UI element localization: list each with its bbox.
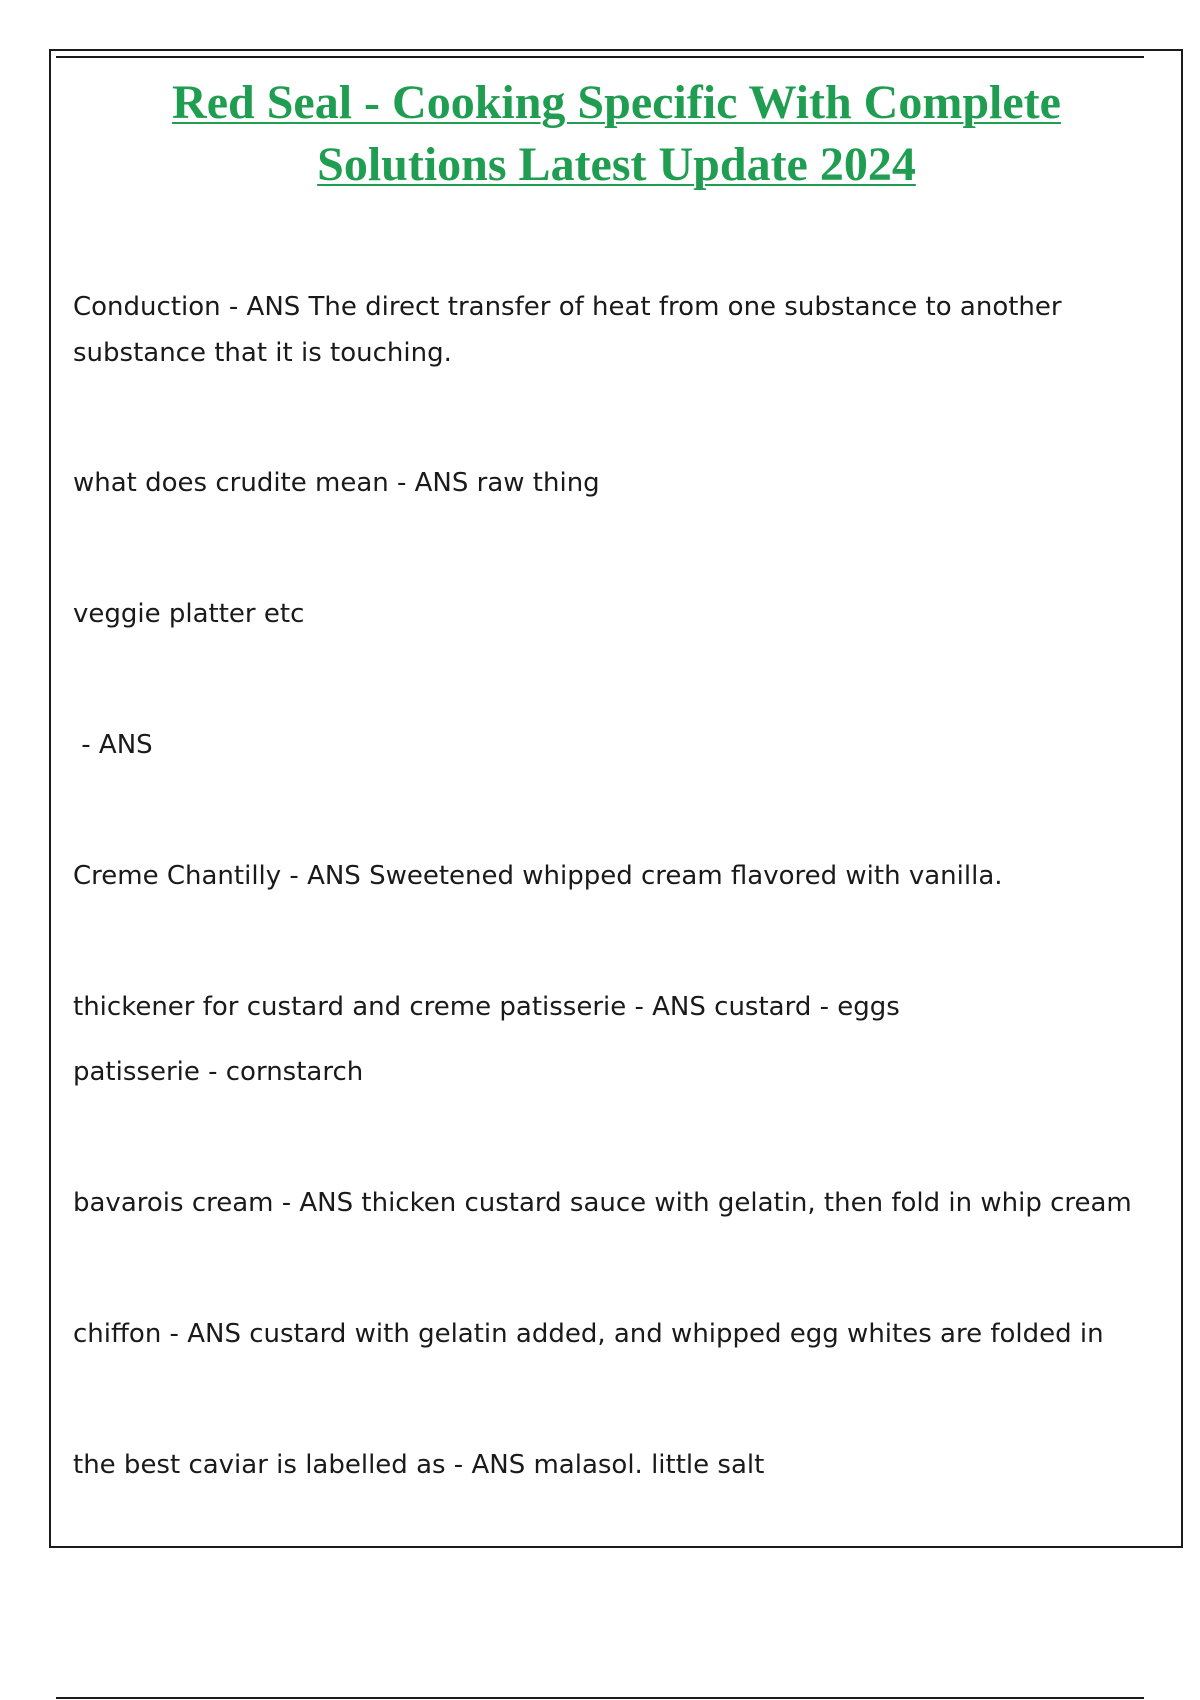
qa-entry-bavarois: bavarois cream - ANS thicken custard sauce with gelatin, then fold in whip cream (73, 1188, 1132, 1218)
document-title (80, 72, 1153, 196)
qa-entry-empty-ans: - ANS (73, 730, 153, 760)
qa-entry-conduction: Conduction - ANS The direct transfer of heat from one substance to another substance that it is touching. (73, 292, 1070, 368)
bottom-rule (56, 1697, 1144, 1699)
title-line-2: Solutions Latest Update 2024 (317, 138, 916, 191)
qa-entry-thickener: thickener for custard and creme patisserie - ANS custard - eggs patisserie - cornstarch (73, 992, 900, 1087)
qa-entry-chiffon: chiffon - ANS custard with gelatin added, and whipped egg whites are folded in (73, 1319, 1104, 1349)
title-line-1: Red Seal - Cooking Specific With Complete (172, 76, 1061, 129)
qa-entry-creme-chantilly: Creme Chantilly - ANS Sweetened whipped cream flavored with vanilla. (73, 861, 1003, 891)
qa-entry-crudite: what does crudite mean - ANS raw thing (73, 468, 600, 498)
qa-entry-caviar: the best caviar is labelled as - ANS malasol. little salt (73, 1450, 765, 1480)
top-rule (56, 56, 1144, 58)
qa-entry-veggie-platter: veggie platter etc (73, 599, 305, 629)
